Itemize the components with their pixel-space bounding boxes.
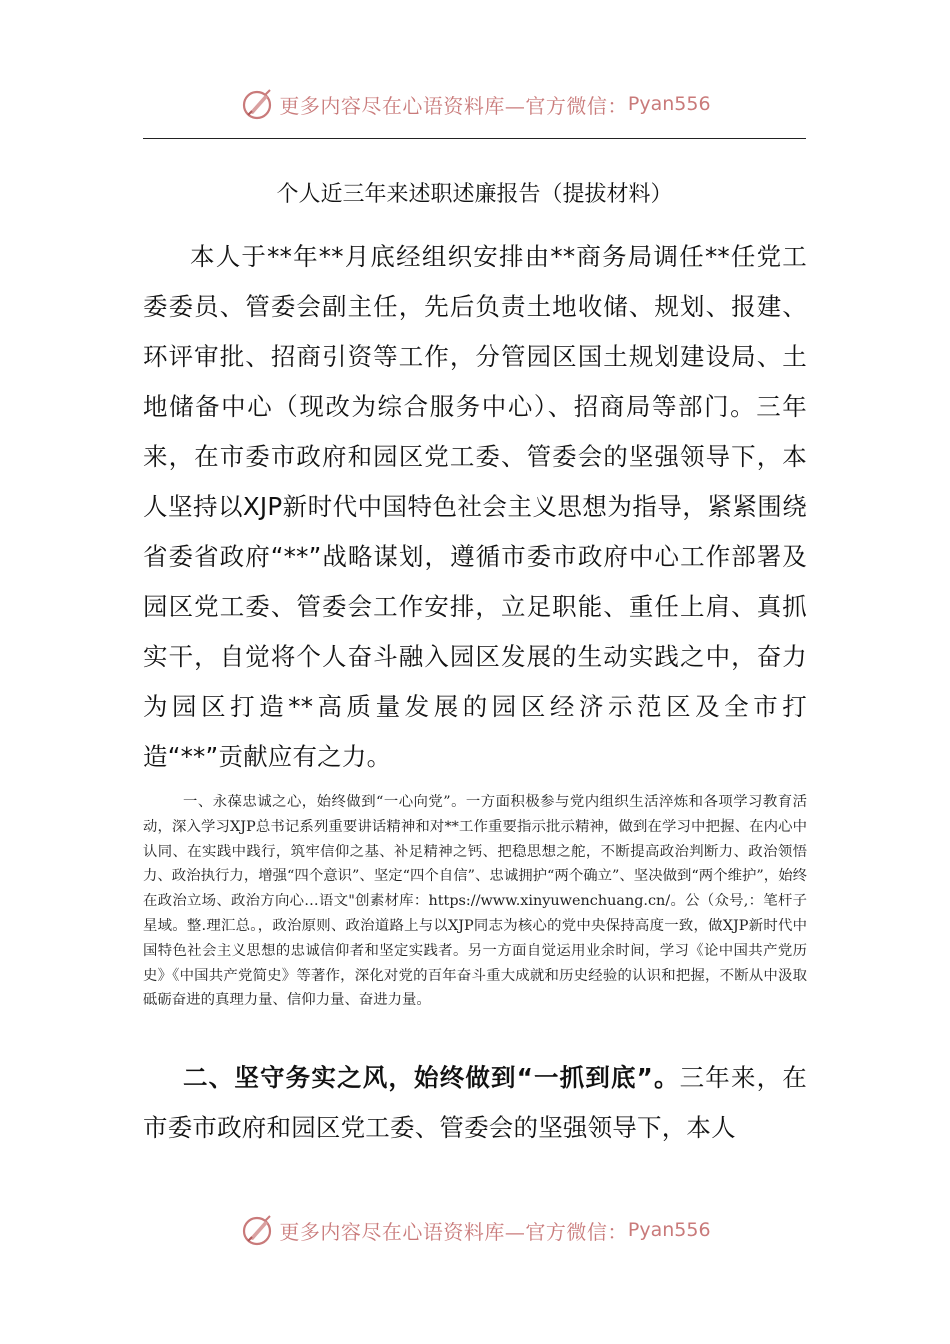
- paragraph-section-one: 一、永葆忠诚之心，始终做到“一心向党”。一方面积极参与党内组织生活淬炼和各项学习教育活动，深入学习XJP总书记系列重要讲话精神和对**工作重要指示批示精神，做到在学习中把握、在内心中认同、在实践中践行，筑牢信仰之基、补足精神之钙、把稳思想之舵，不断提高政治判断力、政治领悟力、政治执行力，增强“四个意识”、坚定“四个自信”、忠诚拥护“两个确立”、坚决做到“两个维护”，始终在政治立场、政治方向心…语文"创素材库：https://www.xinyuwenchuang.cn/。公（众号,：笔杆子星域。整.理汇总。，政治原则、政治道路上与以XJP同志为核心的党中央保持高度一致，做XJP新时代中国特色社会主义思想的忠诚信仰者和坚定实践者。另一方面自觉运用业余时间，学习《论中国共产党历史》《中国共产党简史》等著作，深化对党的百年奋斗重大成就和历史经验的认识和把握，不断从中汲取砥砺奋进的真理力量、信仰力量、奋进力量。: [143, 794, 807, 1009]
- document-title: 个人近三年来述职述廉报告（提拔材料）: [276, 182, 673, 207]
- header-banner: [0, 84, 950, 124]
- header-banner-text: 更多内容尽在心语资料库—官方微信：: [279, 93, 628, 118]
- paragraph-section-two: [143, 1053, 807, 1153]
- section-two-body: 三年来，在市委市政府和园区党工委、管委会的坚强领导下，本人: [143, 1063, 808, 1142]
- footer-banner-id: Pyan556: [627, 1219, 711, 1241]
- header-banner-id: Pyan556: [627, 93, 711, 115]
- header-divider: [143, 138, 806, 139]
- quill-seal-logo-icon: [239, 86, 275, 122]
- footer-banner: [0, 1210, 950, 1250]
- footer-banner-text: 更多内容尽在心语资料库—官方微信：: [279, 1219, 628, 1244]
- quill-seal-logo-icon: [239, 1212, 275, 1248]
- section-two-heading: 二、坚守务实之风，始终做到“一抓到底”。: [183, 1063, 680, 1092]
- paragraph-intro: 本人于**年**月底经组织安排由**商务局调任**任党工委委员、管委会副主任，先后负责土地收储、规划、报建、环评审批、招商引资等工作，分管园区国土规划建设局、土地储备中心（现改为综合服务中心）、招商局等部门。三年来，在市委市政府和园区党工委、管委会的坚强领导下，本人坚持以XJP新时代中国特色社会主义思想为指导，紧紧围绕省委省政府“**”战略谋划，遵循市委市政府中心工作部署及园区党工委、管委会工作安排，立足职能、重任上肩、真抓实干，自觉将个人奋斗融入园区发展的生动实践之中，奋力为园区打造**高质量发展的园区经济示范区及全市打造“**”贡献应有之力。: [143, 242, 807, 771]
